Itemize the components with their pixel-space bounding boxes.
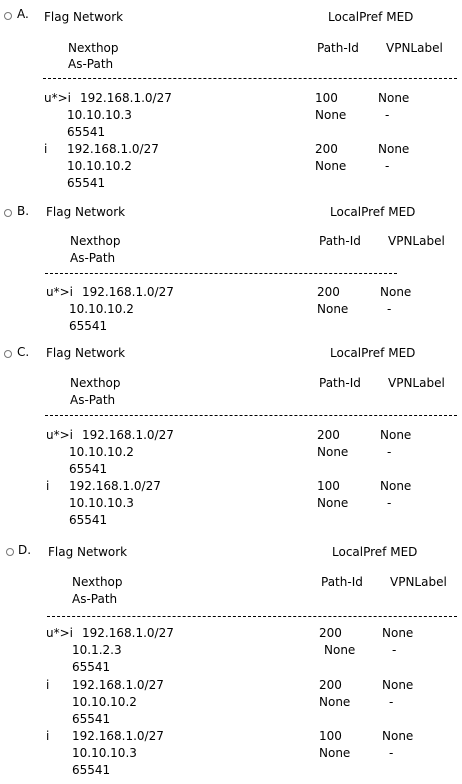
route-localpref: 200: [319, 626, 342, 640]
route-vpnlabel: -: [389, 746, 394, 760]
route-flag: u*>i: [46, 285, 73, 299]
header-path-id: Path-Id: [319, 376, 361, 390]
radio-button-a[interactable]: [4, 12, 12, 20]
header-flag-network: Flag Network: [48, 545, 128, 559]
header-vpnlabel: VPNLabel: [388, 376, 445, 390]
header-nexthop: Nexthop: [70, 234, 121, 248]
route-nexthop: 10.10.10.3: [69, 496, 134, 510]
route-as-path: 65541: [67, 176, 106, 190]
route-network: 192.168.1.0/27: [72, 729, 164, 743]
radio-button-d[interactable]: [6, 548, 14, 556]
route-flag: u*>i: [46, 428, 73, 442]
separator-line: [45, 415, 457, 416]
route-network: 192.168.1.0/27: [69, 479, 161, 493]
route-path-id: None: [319, 746, 351, 760]
header-path-id: Path-Id: [321, 575, 363, 589]
route-localpref: 200: [319, 678, 342, 692]
route-as-path: 65541: [69, 513, 108, 527]
route-path-id: None: [319, 695, 351, 709]
route-flag: i: [46, 729, 50, 743]
route-med: None: [382, 678, 414, 692]
option-letter: C.: [17, 345, 30, 359]
header-vpnlabel: VPNLabel: [390, 575, 447, 589]
separator-line: [45, 273, 397, 274]
route-path-id: None: [315, 108, 347, 122]
route-med: None: [380, 285, 412, 299]
header-flag-network: Flag Network: [46, 346, 126, 360]
header-localpref-med: LocalPref MED: [330, 346, 416, 360]
route-vpnlabel: -: [392, 643, 397, 657]
route-med: None: [382, 626, 414, 640]
header-path-id: Path-Id: [317, 41, 359, 55]
header-nexthop: Nexthop: [68, 41, 119, 55]
radio-button-b[interactable]: [4, 209, 12, 217]
route-vpnlabel: -: [387, 302, 392, 316]
route-path-id: None: [317, 496, 349, 510]
route-network: 192.168.1.0/27: [80, 91, 172, 105]
route-path-id: None: [317, 445, 349, 459]
route-localpref: 100: [317, 479, 340, 493]
route-flag: u*>i: [44, 91, 71, 105]
route-network: 192.168.1.0/27: [72, 678, 164, 692]
header-as-path: As-Path: [72, 592, 118, 606]
route-localpref: 200: [317, 285, 340, 299]
route-as-path: 65541: [72, 660, 111, 674]
route-med: None: [380, 428, 412, 442]
route-path-id: None: [315, 159, 347, 173]
header-vpnlabel: VPNLabel: [386, 41, 443, 55]
route-nexthop: 10.10.10.3: [72, 746, 137, 760]
header-nexthop: Nexthop: [70, 376, 121, 390]
route-nexthop: 10.10.10.2: [72, 695, 137, 709]
route-flag: i: [46, 678, 50, 692]
route-nexthop: 10.10.10.2: [69, 302, 134, 316]
route-med: None: [382, 729, 414, 743]
route-localpref: 200: [315, 142, 338, 156]
route-med: None: [378, 91, 410, 105]
header-nexthop: Nexthop: [72, 575, 123, 589]
route-vpnlabel: -: [385, 159, 390, 173]
route-vpnlabel: -: [387, 496, 392, 510]
header-flag-network: Flag Network: [44, 10, 124, 24]
header-path-id: Path-Id: [319, 234, 361, 248]
route-vpnlabel: -: [389, 695, 394, 709]
option-letter: B.: [17, 204, 30, 218]
route-network: 192.168.1.0/27: [67, 142, 159, 156]
option-letter: A.: [17, 7, 29, 21]
route-as-path: 65541: [72, 712, 111, 726]
header-localpref-med: LocalPref MED: [332, 545, 418, 559]
route-nexthop: 10.1.2.3: [72, 643, 122, 657]
route-localpref: 200: [317, 428, 340, 442]
route-network: 192.168.1.0/27: [82, 626, 174, 640]
route-nexthop: 10.10.10.2: [69, 445, 134, 459]
route-path-id: None: [324, 643, 356, 657]
route-med: None: [378, 142, 410, 156]
route-localpref: 100: [319, 729, 342, 743]
route-nexthop: 10.10.10.3: [67, 108, 132, 122]
route-as-path: 65541: [69, 462, 108, 476]
route-med: None: [380, 479, 412, 493]
option-letter: D.: [18, 543, 32, 557]
separator-line: [47, 616, 457, 617]
route-nexthop: 10.10.10.2: [67, 159, 132, 173]
route-flag: i: [46, 479, 50, 493]
route-vpnlabel: -: [385, 108, 390, 122]
header-as-path: As-Path: [70, 393, 116, 407]
route-vpnlabel: -: [387, 445, 392, 459]
header-localpref-med: LocalPref MED: [328, 10, 414, 24]
route-as-path: 65541: [69, 319, 108, 333]
radio-button-c[interactable]: [4, 350, 12, 358]
header-as-path: As-Path: [68, 57, 114, 71]
route-flag: u*>i: [46, 626, 73, 640]
route-as-path: 65541: [67, 125, 106, 139]
route-as-path: 65541: [72, 763, 111, 777]
separator-line: [43, 78, 457, 79]
route-localpref: 100: [315, 91, 338, 105]
route-network: 192.168.1.0/27: [82, 428, 174, 442]
header-as-path: As-Path: [70, 251, 116, 265]
header-flag-network: Flag Network: [46, 205, 126, 219]
header-localpref-med: LocalPref MED: [330, 205, 416, 219]
route-flag: i: [44, 142, 48, 156]
header-vpnlabel: VPNLabel: [388, 234, 445, 248]
route-path-id: None: [317, 302, 349, 316]
route-network: 192.168.1.0/27: [82, 285, 174, 299]
